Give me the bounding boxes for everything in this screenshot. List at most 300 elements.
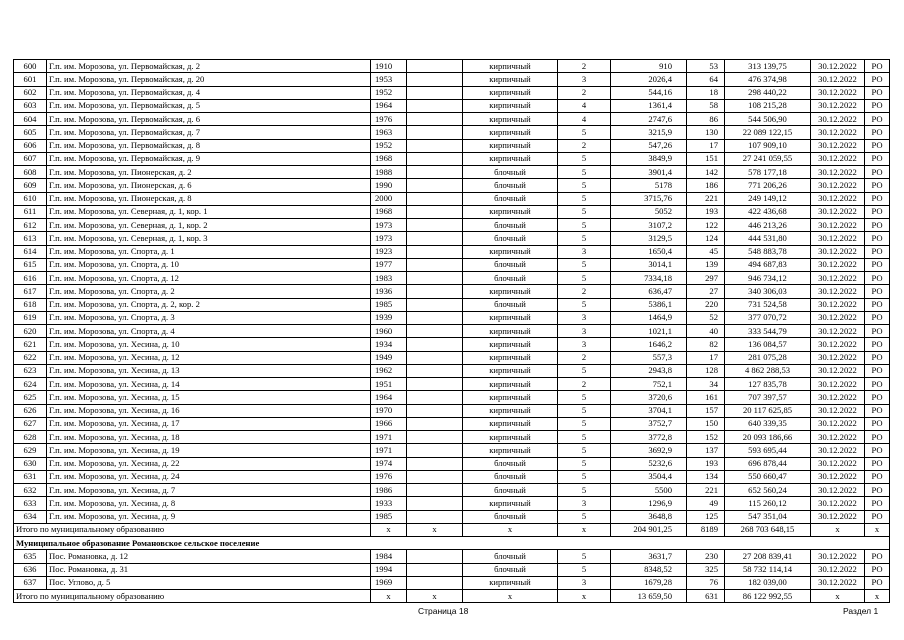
date-cell: 30.12.2022 (811, 258, 865, 271)
total-amount-cell: 268 703 648,15 (725, 523, 811, 536)
build-year-cell: 1951 (371, 378, 407, 391)
residents-cell: 193 (687, 205, 725, 218)
area-cell: 1296,9 (611, 497, 687, 510)
program-cell: РО (865, 444, 890, 457)
total-blank-cell: х (407, 523, 463, 536)
residents-cell: 130 (687, 126, 725, 139)
address-cell: Г.п. им. Морозова, ул. Северная, д. 1, кор. 2 (47, 219, 371, 232)
area-cell: 3752,7 (611, 417, 687, 430)
build-year-cell: 1977 (371, 258, 407, 271)
amount-cell: 731 524,58 (725, 298, 811, 311)
wall-material-cell: кирпичный (463, 205, 558, 218)
program-cell: РО (865, 73, 890, 86)
blank-cell-cell (407, 510, 463, 523)
wall-material-cell: кирпичный (463, 60, 558, 73)
address-cell: Г.п. им. Морозова, ул. Хесина, д. 22 (47, 457, 371, 470)
row-number-cell: 631 (14, 470, 47, 483)
table-row (14, 152, 890, 165)
address-cell: Пос. Углово, д. 5 (47, 576, 371, 589)
area-cell: 2943,8 (611, 364, 687, 377)
total-program-cell: х (865, 523, 890, 536)
blank-cell-cell (407, 60, 463, 73)
wall-material-cell: кирпичный (463, 497, 558, 510)
build-year-cell: 1968 (371, 205, 407, 218)
blank-cell-cell (407, 245, 463, 258)
floors-cell: 5 (558, 126, 611, 139)
row-number-cell: 636 (14, 563, 47, 576)
total-floors-cell: х (558, 523, 611, 536)
program-cell: РО (865, 417, 890, 430)
amount-cell: 107 909,10 (725, 139, 811, 152)
floors-cell: 5 (558, 457, 611, 470)
table-row (14, 364, 890, 377)
amount-cell: 494 687,83 (725, 258, 811, 271)
address-cell: Г.п. им. Морозова, ул. Хесина, д. 19 (47, 444, 371, 457)
residents-cell: 157 (687, 404, 725, 417)
floors-cell: 5 (558, 391, 611, 404)
wall-material-cell: блочный (463, 470, 558, 483)
floors-cell: 5 (558, 484, 611, 497)
total-year-cell: х (371, 523, 407, 536)
residents-cell: 86 (687, 113, 725, 126)
total-row (14, 523, 890, 536)
wall-material-cell: кирпичный (463, 152, 558, 165)
blank-cell-cell (407, 325, 463, 338)
build-year-cell: 1971 (371, 444, 407, 457)
table-row (14, 113, 890, 126)
floors-cell: 3 (558, 338, 611, 351)
amount-cell: 444 531,80 (725, 232, 811, 245)
row-number-cell: 618 (14, 298, 47, 311)
blank-cell-cell (407, 378, 463, 391)
build-year-cell: 1973 (371, 232, 407, 245)
amount-cell: 696 878,44 (725, 457, 811, 470)
residents-cell: 297 (687, 272, 725, 285)
floors-cell: 3 (558, 245, 611, 258)
date-cell: 30.12.2022 (811, 166, 865, 179)
wall-material-cell: кирпичный (463, 99, 558, 112)
address-cell: Г.п. им. Морозова, ул. Пионерская, д. 6 (47, 179, 371, 192)
residents-cell: 193 (687, 457, 725, 470)
floors-cell: 2 (558, 139, 611, 152)
amount-cell: 108 215,28 (725, 99, 811, 112)
program-cell: РО (865, 219, 890, 232)
blank-cell-cell (407, 192, 463, 205)
row-number-cell: 632 (14, 484, 47, 497)
floors-cell: 5 (558, 219, 611, 232)
program-cell: РО (865, 311, 890, 324)
residents-cell: 221 (687, 484, 725, 497)
date-cell: 30.12.2022 (811, 113, 865, 126)
floors-cell: 5 (558, 563, 611, 576)
amount-cell: 544 506,90 (725, 113, 811, 126)
row-number-cell: 623 (14, 364, 47, 377)
date-cell: 30.12.2022 (811, 219, 865, 232)
address-cell: Г.п. им. Морозова, ул. Хесина, д. 12 (47, 351, 371, 364)
residents-cell: 122 (687, 219, 725, 232)
program-cell: РО (865, 325, 890, 338)
date-cell: 30.12.2022 (811, 457, 865, 470)
floors-cell: 3 (558, 576, 611, 589)
residents-cell: 220 (687, 298, 725, 311)
blank-cell-cell (407, 563, 463, 576)
amount-cell: 127 835,78 (725, 378, 811, 391)
wall-material-cell: кирпичный (463, 325, 558, 338)
wall-material-cell: блочный (463, 232, 558, 245)
address-cell: Г.п. им. Морозова, ул. Первомайская, д. 4 (47, 86, 371, 99)
area-cell: 636,47 (611, 285, 687, 298)
table-row (14, 391, 890, 404)
wall-material-cell: блочный (463, 457, 558, 470)
wall-material-cell: кирпичный (463, 444, 558, 457)
table-row (14, 550, 890, 563)
table-row (14, 576, 890, 589)
blank-cell-cell (407, 99, 463, 112)
amount-cell: 27 241 059,55 (725, 152, 811, 165)
table-row (14, 258, 890, 271)
blank-cell-cell (407, 431, 463, 444)
table-row (14, 219, 890, 232)
date-cell: 30.12.2022 (811, 311, 865, 324)
program-cell: РО (865, 192, 890, 205)
housing-register-table (13, 59, 890, 603)
build-year-cell: 1970 (371, 404, 407, 417)
row-number-cell: 627 (14, 417, 47, 430)
area-cell: 7334,18 (611, 272, 687, 285)
build-year-cell: 1976 (371, 470, 407, 483)
total-floors-cell: х (558, 590, 611, 603)
total-label: Итого по муниципальному образованию (14, 523, 371, 536)
floors-cell: 5 (558, 431, 611, 444)
row-number-cell: 616 (14, 272, 47, 285)
program-cell: РО (865, 378, 890, 391)
blank-cell-cell (407, 470, 463, 483)
amount-cell: 640 339,35 (725, 417, 811, 430)
wall-material-cell: блочный (463, 192, 558, 205)
table-row (14, 338, 890, 351)
wall-material-cell: блочный (463, 272, 558, 285)
table-row (14, 99, 890, 112)
total-residents-cell: 8189 (687, 523, 725, 536)
table-row (14, 272, 890, 285)
area-cell: 3129,5 (611, 232, 687, 245)
build-year-cell: 1994 (371, 563, 407, 576)
table-row (14, 444, 890, 457)
wall-material-cell: блочный (463, 484, 558, 497)
residents-cell: 142 (687, 166, 725, 179)
amount-cell: 22 089 122,15 (725, 126, 811, 139)
wall-material-cell: кирпичный (463, 364, 558, 377)
residents-cell: 34 (687, 378, 725, 391)
program-cell: РО (865, 576, 890, 589)
floors-cell: 2 (558, 86, 611, 99)
floors-cell: 5 (558, 166, 611, 179)
program-cell: РО (865, 338, 890, 351)
floors-cell: 2 (558, 285, 611, 298)
row-number-cell: 604 (14, 113, 47, 126)
area-cell: 3107,2 (611, 219, 687, 232)
blank-cell-cell (407, 152, 463, 165)
row-number-cell: 606 (14, 139, 47, 152)
floors-cell: 2 (558, 60, 611, 73)
build-year-cell: 1968 (371, 152, 407, 165)
build-year-cell: 1969 (371, 576, 407, 589)
date-cell: 30.12.2022 (811, 152, 865, 165)
residents-cell: 125 (687, 510, 725, 523)
blank-cell-cell (407, 497, 463, 510)
blank-cell-cell (407, 179, 463, 192)
date-cell: 30.12.2022 (811, 378, 865, 391)
date-cell: 30.12.2022 (811, 444, 865, 457)
table-row (14, 470, 890, 483)
build-year-cell: 1962 (371, 364, 407, 377)
date-cell: 30.12.2022 (811, 576, 865, 589)
total-residents-cell: 631 (687, 590, 725, 603)
address-cell: Г.п. им. Морозова, ул. Хесина, д. 15 (47, 391, 371, 404)
date-cell: 30.12.2022 (811, 272, 865, 285)
date-cell: 30.12.2022 (811, 192, 865, 205)
area-cell: 5232,6 (611, 457, 687, 470)
row-number-cell: 612 (14, 219, 47, 232)
program-cell: РО (865, 285, 890, 298)
residents-cell: 27 (687, 285, 725, 298)
address-cell: Г.п. им. Морозова, ул. Хесина, д. 13 (47, 364, 371, 377)
floors-cell: 5 (558, 152, 611, 165)
total-program-cell: х (865, 590, 890, 603)
build-year-cell: 1964 (371, 391, 407, 404)
row-number-cell: 600 (14, 60, 47, 73)
address-cell: Г.п. им. Морозова, ул. Хесина, д. 14 (47, 378, 371, 391)
area-cell: 1464,9 (611, 311, 687, 324)
wall-material-cell: кирпичный (463, 285, 558, 298)
date-cell: 30.12.2022 (811, 86, 865, 99)
row-number-cell: 603 (14, 99, 47, 112)
table-row (14, 325, 890, 338)
section-label: Раздел 1 (843, 606, 879, 616)
row-number-cell: 607 (14, 152, 47, 165)
program-cell: РО (865, 404, 890, 417)
build-year-cell: 1988 (371, 166, 407, 179)
date-cell: 30.12.2022 (811, 179, 865, 192)
address-cell: Г.п. им. Морозова, ул. Северная, д. 1, кор. 1 (47, 205, 371, 218)
address-cell: Г.п. им. Морозова, ул. Спорта, д. 12 (47, 272, 371, 285)
amount-cell: 422 436,68 (725, 205, 811, 218)
amount-cell: 313 139,75 (725, 60, 811, 73)
table-row (14, 86, 890, 99)
wall-material-cell: кирпичный (463, 404, 558, 417)
row-number-cell: 630 (14, 457, 47, 470)
blank-cell-cell (407, 205, 463, 218)
date-cell: 30.12.2022 (811, 404, 865, 417)
table-row (14, 378, 890, 391)
wall-material-cell: блочный (463, 563, 558, 576)
amount-cell: 136 084,57 (725, 338, 811, 351)
row-number-cell: 619 (14, 311, 47, 324)
blank-cell-cell (407, 272, 463, 285)
area-cell: 547,26 (611, 139, 687, 152)
row-number-cell: 624 (14, 378, 47, 391)
row-number-cell: 634 (14, 510, 47, 523)
address-cell: Г.п. им. Морозова, ул. Спорта, д. 2 (47, 285, 371, 298)
address-cell: Г.п. им. Морозова, ул. Спорта, д. 4 (47, 325, 371, 338)
wall-material-cell: блочный (463, 550, 558, 563)
build-year-cell: 1960 (371, 325, 407, 338)
address-cell: Г.п. им. Морозова, ул. Пионерская, д. 8 (47, 192, 371, 205)
floors-cell: 5 (558, 404, 611, 417)
table-row (14, 351, 890, 364)
floors-cell: 5 (558, 550, 611, 563)
wall-material-cell: блочный (463, 298, 558, 311)
table-row (14, 126, 890, 139)
amount-cell: 20 093 186,66 (725, 431, 811, 444)
residents-cell: 45 (687, 245, 725, 258)
program-cell: РО (865, 391, 890, 404)
program-cell: РО (865, 510, 890, 523)
blank-cell-cell (407, 550, 463, 563)
date-cell: 30.12.2022 (811, 550, 865, 563)
residents-cell: 82 (687, 338, 725, 351)
residents-cell: 49 (687, 497, 725, 510)
build-year-cell: 1974 (371, 457, 407, 470)
program-cell: РО (865, 99, 890, 112)
floors-cell: 4 (558, 113, 611, 126)
blank-cell-cell (407, 219, 463, 232)
table-row (14, 232, 890, 245)
blank-cell-cell (407, 391, 463, 404)
date-cell: 30.12.2022 (811, 298, 865, 311)
residents-cell: 52 (687, 311, 725, 324)
amount-cell: 547 351,04 (725, 510, 811, 523)
area-cell: 557,3 (611, 351, 687, 364)
build-year-cell: 1936 (371, 285, 407, 298)
wall-material-cell: кирпичный (463, 351, 558, 364)
area-cell: 5178 (611, 179, 687, 192)
area-cell: 8348,52 (611, 563, 687, 576)
program-cell: РО (865, 457, 890, 470)
build-year-cell: 1964 (371, 99, 407, 112)
table-row (14, 298, 890, 311)
wall-material-cell: блочный (463, 510, 558, 523)
amount-cell: 550 660,47 (725, 470, 811, 483)
date-cell: 30.12.2022 (811, 73, 865, 86)
build-year-cell: 1966 (371, 417, 407, 430)
program-cell: РО (865, 232, 890, 245)
date-cell: 30.12.2022 (811, 470, 865, 483)
address-cell: Г.п. им. Морозова, ул. Спорта, д. 1 (47, 245, 371, 258)
area-cell: 3504,4 (611, 470, 687, 483)
amount-cell: 298 440,22 (725, 86, 811, 99)
build-year-cell: 1933 (371, 497, 407, 510)
table-row (14, 417, 890, 430)
date-cell: 30.12.2022 (811, 391, 865, 404)
floors-cell: 3 (558, 325, 611, 338)
program-cell: РО (865, 258, 890, 271)
residents-cell: 18 (687, 86, 725, 99)
total-date-cell: х (811, 523, 865, 536)
amount-cell: 333 544,79 (725, 325, 811, 338)
blank-cell-cell (407, 351, 463, 364)
address-cell: Г.п. им. Морозова, ул. Первомайская, д. 9 (47, 152, 371, 165)
address-cell: Г.п. им. Морозова, ул. Спорта, д. 2, кор. 2 (47, 298, 371, 311)
row-number-cell: 602 (14, 86, 47, 99)
residents-cell: 152 (687, 431, 725, 444)
address-cell: Г.п. им. Морозова, ул. Пионерская, д. 2 (47, 166, 371, 179)
wall-material-cell: блочный (463, 219, 558, 232)
date-cell: 30.12.2022 (811, 364, 865, 377)
residents-cell: 221 (687, 192, 725, 205)
blank-cell-cell (407, 457, 463, 470)
date-cell: 30.12.2022 (811, 245, 865, 258)
table-row (14, 431, 890, 444)
address-cell: Г.п. им. Морозова, ул. Хесина, д. 9 (47, 510, 371, 523)
floors-cell: 2 (558, 378, 611, 391)
date-cell: 30.12.2022 (811, 484, 865, 497)
floors-cell: 5 (558, 298, 611, 311)
floors-cell: 5 (558, 417, 611, 430)
blank-cell-cell (407, 576, 463, 589)
row-number-cell: 614 (14, 245, 47, 258)
address-cell: Г.п. им. Морозова, ул. Хесина, д. 24 (47, 470, 371, 483)
amount-cell: 377 070,72 (725, 311, 811, 324)
floors-cell: 5 (558, 470, 611, 483)
row-number-cell: 609 (14, 179, 47, 192)
wall-material-cell: кирпичный (463, 113, 558, 126)
residents-cell: 139 (687, 258, 725, 271)
blank-cell-cell (407, 86, 463, 99)
row-number-cell: 628 (14, 431, 47, 444)
address-cell: Г.п. им. Морозова, ул. Северная, д. 1, кор. 3 (47, 232, 371, 245)
amount-cell: 578 177,18 (725, 166, 811, 179)
build-year-cell: 1952 (371, 86, 407, 99)
total-area-cell: 204 901,25 (611, 523, 687, 536)
build-year-cell: 1934 (371, 338, 407, 351)
program-cell: РО (865, 152, 890, 165)
wall-material-cell: кирпичный (463, 245, 558, 258)
amount-cell: 340 306,03 (725, 285, 811, 298)
floors-cell: 5 (558, 205, 611, 218)
amount-cell: 4 862 288,53 (725, 364, 811, 377)
area-cell: 544,16 (611, 86, 687, 99)
page-number: Страница 18 (418, 606, 469, 616)
residents-cell: 17 (687, 139, 725, 152)
build-year-cell: 1976 (371, 113, 407, 126)
row-number-cell: 635 (14, 550, 47, 563)
program-cell: РО (865, 205, 890, 218)
residents-cell: 64 (687, 73, 725, 86)
table-row (14, 245, 890, 258)
program-cell: РО (865, 550, 890, 563)
area-cell: 1021,1 (611, 325, 687, 338)
residents-cell: 53 (687, 60, 725, 73)
area-cell: 3772,8 (611, 431, 687, 444)
wall-material-cell: блочный (463, 258, 558, 271)
date-cell: 30.12.2022 (811, 126, 865, 139)
table-row (14, 285, 890, 298)
row-number-cell: 622 (14, 351, 47, 364)
date-cell: 30.12.2022 (811, 351, 865, 364)
table-row (14, 179, 890, 192)
row-number-cell: 617 (14, 285, 47, 298)
date-cell: 30.12.2022 (811, 325, 865, 338)
wall-material-cell: кирпичный (463, 391, 558, 404)
date-cell: 30.12.2022 (811, 139, 865, 152)
residents-cell: 151 (687, 152, 725, 165)
address-cell: Г.п. им. Морозова, ул. Спорта, д. 10 (47, 258, 371, 271)
total-amount-cell: 86 122 992,55 (725, 590, 811, 603)
table-row (14, 205, 890, 218)
floors-cell: 5 (558, 364, 611, 377)
row-number-cell: 626 (14, 404, 47, 417)
